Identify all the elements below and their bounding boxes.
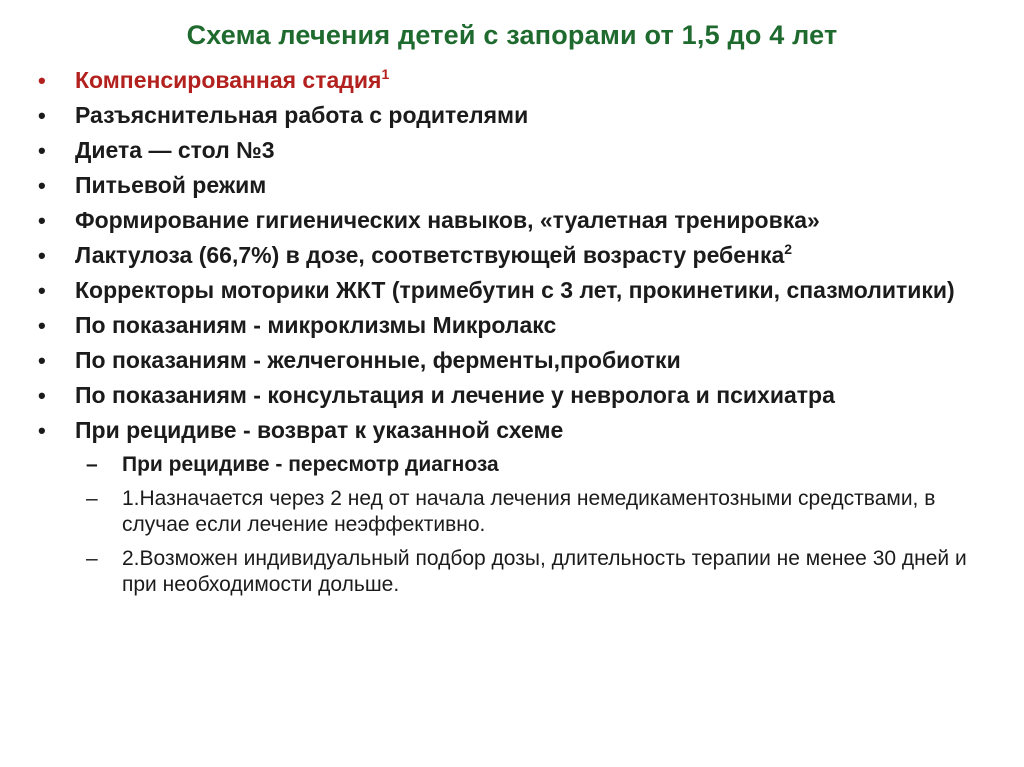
list-item-parent-education <box>38 102 998 129</box>
list-item-text: Питьевой режим <box>75 172 267 198</box>
list-item-choleretics <box>38 347 998 374</box>
footnote-marker: 1 <box>381 66 390 82</box>
list-item-microenemas <box>38 312 998 339</box>
footnote-marker: 2 <box>784 241 793 257</box>
list-item-text: По показаниям - консультация и лечение у невролога и психиатра <box>75 382 835 408</box>
subitem-text: 1.Назначается через 2 нед от начала лечения немедикаментозными средствами, в случае если лечение неэффективно. <box>122 487 936 536</box>
bullet-icon: • <box>38 103 46 128</box>
subitem-footnote-2 <box>38 546 998 598</box>
list-item-diet <box>38 137 998 164</box>
bullet-icon: • <box>38 243 46 268</box>
list-item-text: Корректоры моторики ЖКТ (тримебутин с 3 лет, прокинетики, спазмолитики) <box>75 277 955 303</box>
list-item-hygiene-skills <box>38 207 998 234</box>
list-item-relapse <box>38 417 998 444</box>
dash-icon: – <box>86 547 98 570</box>
bullet-icon: • <box>38 208 46 233</box>
list-item-text: Формирование гигиенических навыков, «туалетная тренировка» <box>75 207 820 233</box>
slide-title: Схема лечения детей с запорами от 1,5 до 4 лет <box>186 20 838 50</box>
bullet-icon: • <box>38 138 46 163</box>
subitem-relapse-review <box>38 452 998 478</box>
dash-icon: – <box>86 487 98 510</box>
list-item-compensated-stage <box>38 67 998 94</box>
list-item-lactulose <box>38 242 998 269</box>
list-item-text: Лактулоза (66,7%) в дозе, соответствующей возрасту ребенка <box>75 242 785 268</box>
list-item-drinking-regime <box>38 172 998 199</box>
list-item-text: При рецидиве - возврат к указанной схеме <box>75 417 564 443</box>
bullet-icon: • <box>38 278 46 303</box>
list-item-text: По показаниям - микроклизмы Микролакс <box>75 312 557 338</box>
list-item-text: По показаниям - желчегонные, ферменты,пробиотки <box>75 347 681 373</box>
dash-icon: – <box>86 453 98 476</box>
bullet-icon: • <box>38 418 46 443</box>
bullet-icon: • <box>38 348 46 373</box>
bullet-list <box>38 67 998 606</box>
bullet-icon: • <box>38 383 46 408</box>
list-item-text: Диета — стол №3 <box>75 137 275 163</box>
bullet-icon: • <box>38 68 46 93</box>
subitem-footnote-1 <box>38 486 998 538</box>
subitem-text: 2.Возможен индивидуальный подбор дозы, длительность терапии не менее 30 дней и при необходимости дольше. <box>122 547 967 596</box>
list-item-neurologist-consultation <box>38 382 998 409</box>
list-item-text: Компенсированная стадия <box>75 67 382 93</box>
list-item-text: Разъяснительная работа с родителями <box>75 102 529 128</box>
bullet-icon: • <box>38 173 46 198</box>
subitem-text: При рецидиве - пересмотр диагноза <box>122 453 499 476</box>
list-item-motility-correctors <box>38 277 998 304</box>
bullet-icon: • <box>38 313 46 338</box>
